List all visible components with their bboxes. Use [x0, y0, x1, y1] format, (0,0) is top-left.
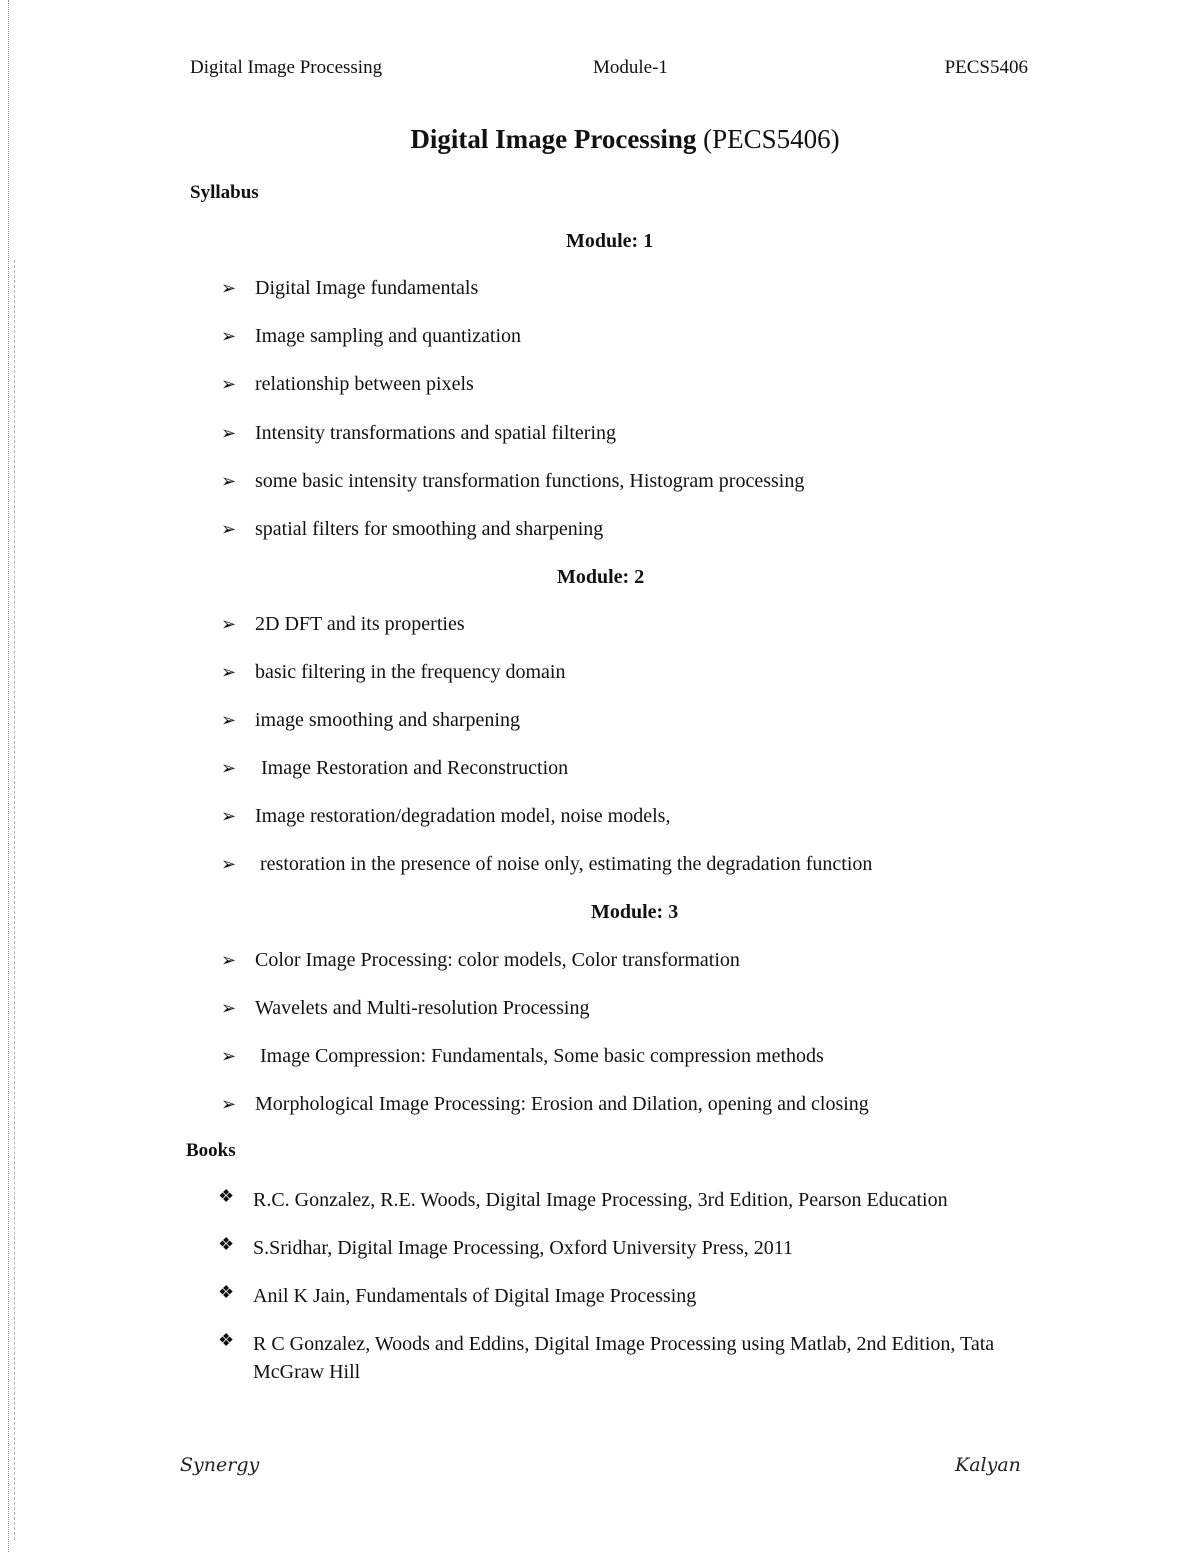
list-item-text: some basic intensity transformation functions, Histogram processing [255, 470, 805, 492]
list-item [221, 325, 1061, 348]
list-item [221, 997, 1061, 1020]
list-item [221, 470, 1061, 493]
arrow-bullet-icon: ➢ [221, 950, 237, 970]
list-item [221, 422, 1061, 445]
list-item-text: Wavelets and Multi-resolution Processing [255, 997, 590, 1019]
book-citation: R C Gonzalez, Woods and Eddins, Digital Image Processing using Matlab, 2nd Edition, Tata McGraw Hill [253, 1333, 995, 1383]
list-item [221, 661, 1061, 684]
arrow-bullet-icon: ➢ [221, 710, 237, 730]
arrow-bullet-icon: ➢ [221, 758, 237, 778]
list-item [221, 949, 1061, 972]
book-list-item [218, 1234, 1068, 1262]
title-bold-part: Digital Image Processing [410, 124, 697, 154]
arrow-bullet-icon: ➢ [221, 998, 237, 1018]
book-list-item [218, 1282, 1068, 1310]
list-item [221, 1045, 1061, 1068]
books-heading: Books [186, 1140, 236, 1161]
list-item-text: Image Compression: Fundamentals, Some basic compression methods [260, 1045, 824, 1067]
arrow-bullet-icon: ➢ [221, 854, 237, 874]
list-item [221, 613, 1061, 636]
list-item [221, 757, 1061, 780]
arrow-bullet-icon: ➢ [221, 614, 237, 634]
arrow-bullet-icon: ➢ [221, 1046, 237, 1066]
list-item-text: Color Image Processing: color models, Color transformation [255, 949, 740, 971]
list-item-text: spatial filters for smoothing and sharpening [255, 518, 604, 540]
list-item-text: basic filtering in the frequency domain [255, 661, 566, 683]
book-list-item [218, 1330, 1068, 1386]
list-item-text: Intensity transformations and spatial filtering [255, 422, 617, 444]
list-item-text: Morphological Image Processing: Erosion and Dilation, opening and closing [255, 1093, 869, 1115]
diamond-bullet-icon: ❖ [218, 1186, 235, 1206]
list-item-text: Image restoration/degradation model, noise models, [255, 805, 671, 827]
page-title [0, 124, 1200, 155]
signature-left: Synergy [180, 1454, 260, 1476]
header-module: Module-1 [593, 57, 668, 78]
header-course-code: PECS5406 [944, 57, 1028, 78]
list-item-text: image smoothing and sharpening [255, 709, 520, 731]
arrow-bullet-icon: ➢ [221, 374, 237, 394]
book-list-item [218, 1186, 1068, 1214]
diamond-bullet-icon: ❖ [218, 1282, 235, 1302]
arrow-bullet-icon: ➢ [221, 519, 237, 539]
arrow-bullet-icon: ➢ [221, 471, 237, 491]
diamond-bullet-icon: ❖ [218, 1234, 235, 1254]
arrow-bullet-icon: ➢ [221, 423, 237, 443]
running-header [190, 57, 1030, 83]
list-item [221, 853, 1061, 876]
diamond-bullet-icon: ❖ [218, 1330, 235, 1350]
list-item [221, 277, 1061, 300]
list-item-text: 2D DFT and its properties [255, 613, 465, 635]
signature-right: Kalyan [955, 1454, 1021, 1476]
title-code-part: (PECS5406) [703, 124, 840, 154]
scan-edge [8, 0, 9, 1552]
list-item [221, 805, 1061, 828]
list-item [221, 1093, 1061, 1116]
book-citation: R.C. Gonzalez, R.E. Woods, Digital Image Processing, 3rd Edition, Pearson Education [253, 1189, 948, 1211]
list-item-text: restoration in the presence of noise only, estimating the degradation function [260, 853, 873, 875]
arrow-bullet-icon: ➢ [221, 662, 237, 682]
list-item-text: Digital Image fundamentals [255, 277, 479, 299]
list-item [221, 709, 1061, 732]
list-item-text: Image Restoration and Reconstruction [261, 757, 569, 779]
module-3-heading: Module: 3 [591, 901, 679, 923]
module-2-heading: Module: 2 [557, 566, 645, 588]
list-item-text: relationship between pixels [255, 373, 474, 395]
scan-edge [14, 260, 15, 1540]
module-1-heading: Module: 1 [566, 230, 654, 252]
book-citation: S.Sridhar, Digital Image Processing, Oxford University Press, 2011 [253, 1237, 794, 1259]
syllabus-heading: Syllabus [190, 182, 259, 203]
list-item-text: Image sampling and quantization [255, 325, 522, 347]
arrow-bullet-icon: ➢ [221, 1094, 237, 1114]
arrow-bullet-icon: ➢ [221, 326, 237, 346]
book-citation: Anil K Jain, Fundamentals of Digital Image Processing [253, 1285, 697, 1307]
list-item [221, 518, 1061, 541]
arrow-bullet-icon: ➢ [221, 806, 237, 826]
list-item [221, 373, 1061, 396]
header-subject: Digital Image Processing [190, 57, 383, 78]
arrow-bullet-icon: ➢ [221, 278, 237, 298]
